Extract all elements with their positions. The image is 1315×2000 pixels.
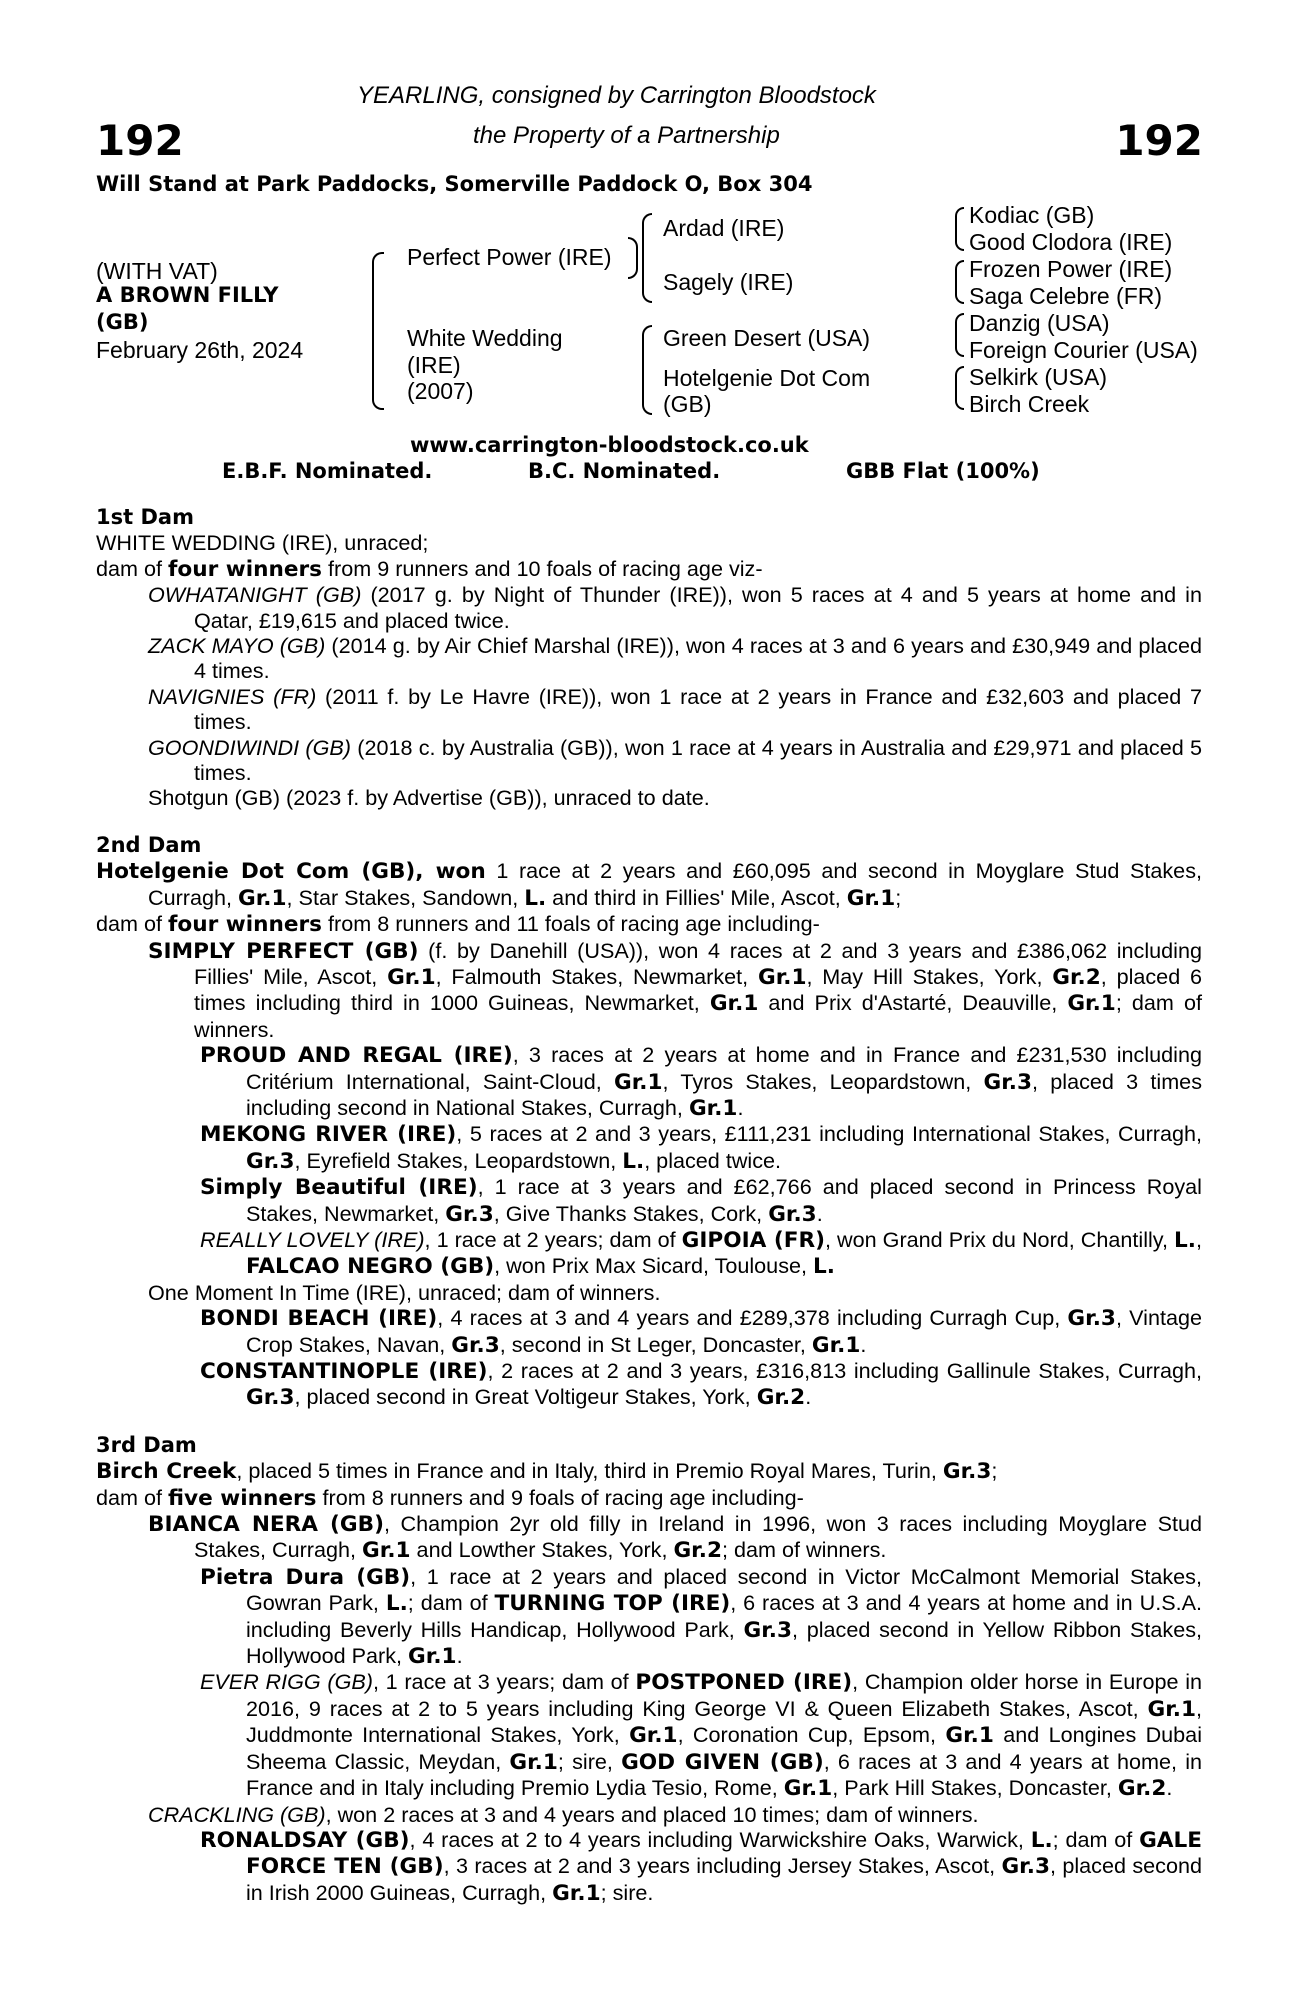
pedigree-sds: Frozen Power (IRE)	[969, 256, 1173, 282]
pedigree-sdd: Saga Celebre (FR)	[969, 283, 1163, 309]
pedigree-dam-sire: Green Desert (USA)	[663, 325, 871, 351]
progeny-entry: GOONDIWINDI (GB) (2018 c. by Australia (GB)), won 1 race at 4 years in Australia and £29,971 and placed 5 times.	[148, 734, 1202, 786]
pedigree-sss: Kodiac (GB)	[969, 202, 1095, 228]
progeny-entry: BIANCA NERA (GB), Champion 2yr old filly in Ireland in 1996, won 3 races including Moyglare Stud Stakes, Curragh, Gr.1 and Lowther Stakes, York, Gr.2; dam of winners.	[148, 1511, 1202, 1564]
pedigree-dam-line3: (2007)	[407, 378, 474, 404]
pedigree-dam-line1: White Wedding	[407, 325, 563, 351]
progeny-entry: OWHATANIGHT (GB) (2017 g. by Night of Thunder (IRE)), won 5 races at 4 and 5 years at home and in Qatar, £19,615 and placed twice.	[148, 582, 1202, 633]
second-dam-produce: dam of four winners from 8 runners and 11 foals of racing age including-	[96, 911, 820, 938]
property-line: the Property of a Partnership	[473, 122, 780, 149]
progeny-entry: PROUD AND REGAL (IRE), 3 races at 2 years at home and in France and £231,530 including Critérium International, Saint-Cloud, Gr.1, Tyros Stakes, Leopardstown, Gr.3, placed 3 times including second in National Stakes, Curragh, Gr.1.	[200, 1042, 1202, 1121]
catalogue-body	[96, 505, 1202, 1906]
pedigree-ddd: Birch Creek	[969, 391, 1090, 417]
lot-number-right: 192	[1115, 116, 1203, 165]
pedigree-sire-sire: Ardad (IRE)	[663, 215, 785, 241]
progeny-entry: MEKONG RIVER (IRE), 5 races at 2 and 3 years, £111,231 including International Stakes, Curragh, Gr.3, Eyrefield Stakes, Leopardstown, L., placed twice.	[200, 1121, 1203, 1174]
pedigree-brace-dam	[642, 325, 652, 415]
pedigree-dss: Danzig (USA)	[969, 310, 1110, 336]
pedigree-brace-sire	[642, 213, 652, 303]
gbb-nomination: GBB Flat (100%)	[846, 459, 1040, 483]
lot-number-left: 192	[96, 116, 184, 165]
third-dam-paragraph: Birch Creek, placed 5 times in France and in Italy, third in Premio Royal Mares, Turin, Gr.3; dam of five winners from 8 runners and 9 foals of racing age including-	[96, 1458, 998, 1511]
progeny-entry: One Moment In Time (IRE), unraced; dam of winners.	[148, 1279, 661, 1305]
progeny-entry: CONSTANTINOPLE (IRE), 2 races at 2 and 3 years, £316,813 including Gallinule Stakes, Curragh, Gr.3, placed second in Great Voltigeur Stakes, York, Gr.2.	[200, 1358, 1202, 1411]
second-dam-paragraph: Hotelgenie Dot Com (GB), won 1 race at 2 years and £60,095 and second in Moyglare Stud Stakes, Curragh, Gr.1, Star Stakes, Sandown, L. and third in Fillies' Mile, Ascot, Gr.1;	[96, 858, 1202, 911]
progeny-entry: NAVIGNIES (FR) (2011 f. by Le Havre (IRE)), won 1 race at 2 years in France and £32,603 and placed 7 times.	[148, 683, 1203, 735]
pedigree-dsd: Foreign Courier (USA)	[969, 337, 1198, 363]
progeny-entry: Simply Beautiful (IRE), 1 race at 3 years and £62,766 and placed second in Princess Royal Stakes, Newmarket, Gr.3, Give Thanks Stakes, Cork, Gr.3.	[200, 1174, 1202, 1227]
horse-country: (GB)	[96, 310, 149, 334]
progeny-entry: BONDI BEACH (IRE), 4 races at 3 and 4 years and £289,378 including Curragh Cup, Gr.3, Vintage Crop Stakes, Navan, Gr.3, second in St Leger, Doncaster, Gr.1.	[200, 1305, 1202, 1358]
pedigree-dam-dam-line2: (GB)	[663, 391, 712, 417]
pedigree-dds: Selkirk (USA)	[969, 364, 1108, 390]
pedigree-brace-dd	[955, 366, 964, 410]
foaling-date: February 26th, 2024	[96, 337, 304, 363]
progeny-entry: Shotgun (GB) (2023 f. by Advertise (GB)), unraced to date.	[148, 785, 710, 811]
pedigree-brace-sire-right	[628, 237, 638, 279]
pedigree-dam-dam-line1: Hotelgenie Dot Com	[663, 365, 871, 391]
progeny-entry: Pietra Dura (GB), 1 race at 2 years and placed second in Victor McCalmont Memorial Stakes, Gowran Park, L.; dam of TURNING TOP (IRE), 6 races at 3 and 4 years at home and in U.S.A. including Beverly Hills Handicap, Hollywood Park, Gr.3, placed second in Yellow Ribbon Stakes, Hollywood Park, Gr.1.	[200, 1563, 1202, 1670]
progeny-entry: ZACK MAYO (GB) (2014 g. by Air Chief Marshal (IRE)), won 4 races at 3 and 6 years and £30,949 and placed 4 times.	[148, 633, 1202, 684]
first-dam-paragraph: WHITE WEDDING (IRE), unraced; dam of four winners from 9 runners and 10 foals of racing age viz-	[96, 530, 763, 582]
progeny-entry: RONALDSAY (GB), 4 races at 2 to 4 years including Warwickshire Oaks, Warwick, L.; dam of GALE FORCE TEN (GB), 3 races at 2 and 3 years including Jersey Stakes, Ascot, Gr.3, placed second in Irish 2000 Guineas, Curragh, Gr.1; sire.	[200, 1826, 1203, 1906]
progeny-entry: SIMPLY PERFECT (GB) (f. by Danehill (USA)), won 4 races at 2 and 3 years and £386,062 including Fillies' Mile, Ascot, Gr.1, Falmouth Stakes, Newmarket, Gr.1, May Hill Stakes, York, Gr.2, placed 6 times including third in 1000 Guineas, Newmarket, Gr.1 and Prix d'Astarté, Deauville, Gr.1; dam of winners.	[148, 937, 1203, 1042]
pedigree-brace-sd	[955, 260, 964, 304]
progeny-entry: CRACKLING (GB), won 2 races at 3 and 4 years and placed 10 times; dam of winners.	[148, 1801, 979, 1827]
pedigree-ssd: Good Clodora (IRE)	[969, 229, 1173, 255]
horse-sex-colour: A BROWN FILLY	[96, 283, 279, 307]
pedigree-dam-line2: (IRE)	[407, 352, 461, 378]
pedigree-brace-ss	[955, 207, 964, 251]
consignor-line: YEARLING, consigned by Carrington Bloodstock	[357, 82, 876, 109]
pedigree-sire: Perfect Power (IRE)	[407, 244, 612, 270]
pedigree-brace-main	[372, 252, 384, 410]
stand-line: Will Stand at Park Paddocks, Somerville Paddock O, Box 304	[96, 172, 813, 196]
ebf-nomination: E.B.F. Nominated.	[222, 459, 433, 483]
progeny-entry: EVER RIGG (GB), 1 race at 3 years; dam of POSTPONED (IRE), Champion older horse in Europe in 2016, 9 races at 2 to 5 years including King George VI & Queen Elizabeth Stakes, Ascot, Gr.1, Juddmonte International Stakes, York, Gr.1, Coronation Cup, Epsom, Gr.1 and Longines Dubai Sheema Classic, Meydan, Gr.1; sire, GOD GIVEN (GB), 6 races at 3 and 4 years at home, in France and in Italy including Premio Lydia Tesio, Rome, Gr.1, Park Hill Stakes, Doncaster, Gr.2.	[200, 1669, 1203, 1802]
third-dam-heading: 3rd Dam	[96, 1432, 197, 1457]
website-link[interactable]: www.carrington-bloodstock.co.uk	[410, 433, 809, 457]
pedigree-brace-ds	[955, 313, 964, 357]
pedigree-sire-dam: Sagely (IRE)	[663, 269, 794, 295]
vat-label: (WITH VAT)	[96, 258, 218, 284]
bc-nomination: B.C. Nominated.	[528, 459, 721, 483]
progeny-entry: REALLY LOVELY (IRE), 1 race at 2 years; dam of GIPOIA (FR), won Grand Prix du Nord, Chantilly, L., FALCAO NEGRO (GB), won Prix Max Sicard, Toulouse, L.	[200, 1226, 1202, 1280]
first-dam-heading: 1st Dam	[96, 505, 194, 529]
second-dam-heading: 2nd Dam	[96, 832, 202, 857]
